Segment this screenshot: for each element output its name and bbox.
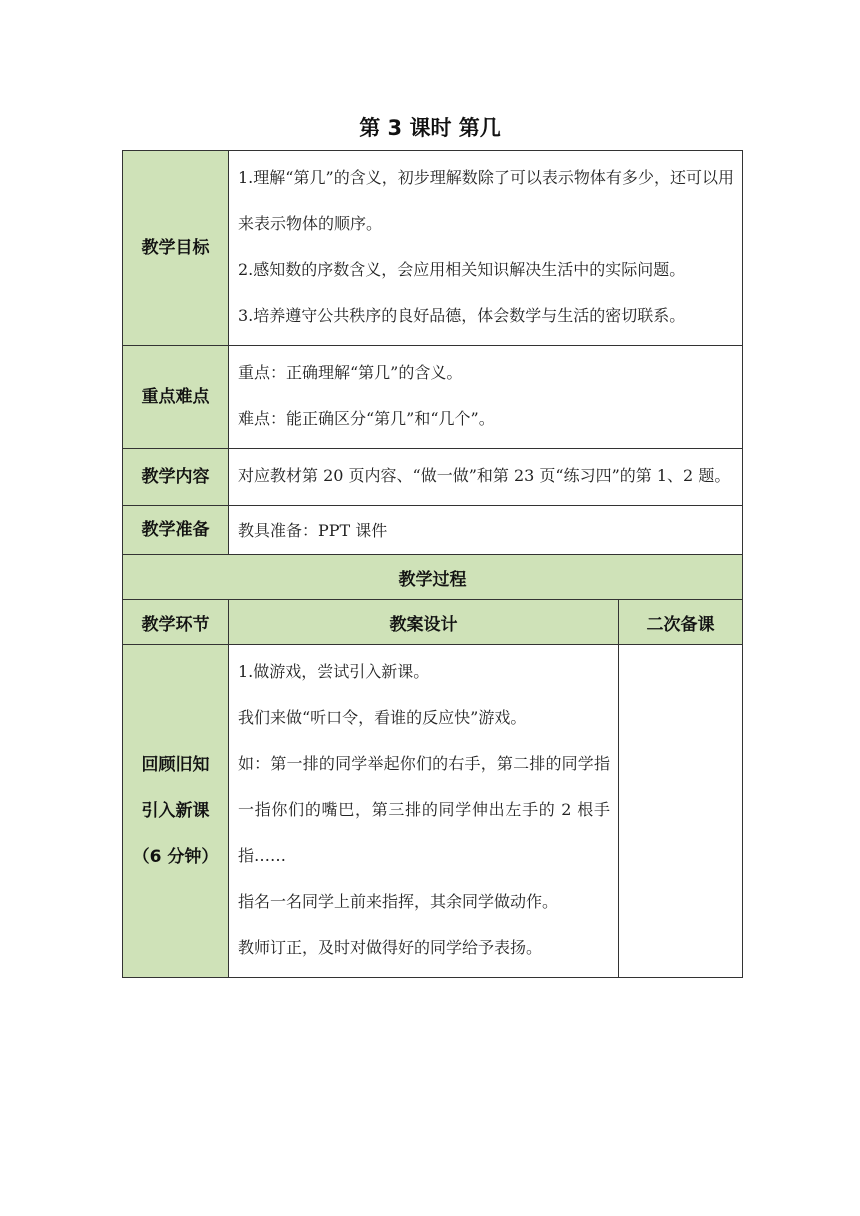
design-item: 如：第一排的同学举起你们的右手，第二排的同学指一指你们的嘴巴，第三排的同学伸出左手的 2 根手指…… — [238, 754, 610, 865]
design-item: 1.做游戏，尝试引入新课。 — [238, 662, 430, 681]
design-item: 指名一名同学上前来指挥，其余同学做动作。 — [238, 892, 559, 911]
stage-duration: （6 分钟） — [132, 847, 219, 867]
stage-label — [123, 645, 229, 978]
keypoints-row — [123, 346, 743, 449]
prep-text — [229, 506, 743, 555]
content-label: 教学内容 — [123, 449, 229, 506]
keypoints-content — [229, 346, 743, 449]
process-heading-row — [123, 555, 743, 600]
goals-row — [123, 151, 743, 346]
keypoint-item: 重点：正确理解“第几”的含义。 — [238, 363, 463, 382]
lesson-plan-table — [122, 150, 743, 978]
process-heading: 教学过程 — [123, 555, 743, 600]
process-columns-row — [123, 600, 743, 645]
goal-item: 3.培养遵守公共秩序的良好品德，体会数学与生活的密切联系。 — [238, 306, 686, 325]
page-title: 第 3 课时 第几 — [359, 116, 501, 140]
col-stage-header: 教学环节 — [123, 600, 229, 645]
design-item: 教师订正，及时对做得好的同学给予表扬。 — [238, 938, 543, 957]
col-design-header: 教案设计 — [229, 600, 619, 645]
goals-label: 教学目标 — [123, 151, 229, 346]
design-item: 我们来做“听口令，看谁的反应快”游戏。 — [238, 708, 527, 727]
stage-design-content — [229, 645, 619, 978]
keypoint-item: 难点：能正确区分“第几”和“几个”。 — [238, 409, 495, 428]
goals-content — [229, 151, 743, 346]
content-text — [229, 449, 743, 506]
content-item: 对应教材第 20 页内容、“做一做”和第 23 页“练习四”的第 1、2 题。 — [238, 466, 731, 485]
content-row — [123, 449, 743, 506]
col-notes-header: 二次备课 — [619, 600, 743, 645]
stage-label-line: 引入新课 — [141, 801, 210, 821]
goal-item: 1.理解“第几”的含义，初步理解数除了可以表示物体有多少，还可以用来表示物体的顺序。 — [238, 168, 735, 233]
prep-item: 教具准备：PPT 课件 — [238, 521, 388, 540]
prep-label: 教学准备 — [123, 506, 229, 555]
stage-row — [123, 645, 743, 978]
keypoints-label: 重点难点 — [123, 346, 229, 449]
goal-item: 2.感知数的序数含义，会应用相关知识解决生活中的实际问题。 — [238, 260, 686, 279]
stage-notes — [619, 645, 743, 978]
stage-label-line: 回顾旧知 — [141, 755, 210, 775]
prep-row — [123, 506, 743, 555]
